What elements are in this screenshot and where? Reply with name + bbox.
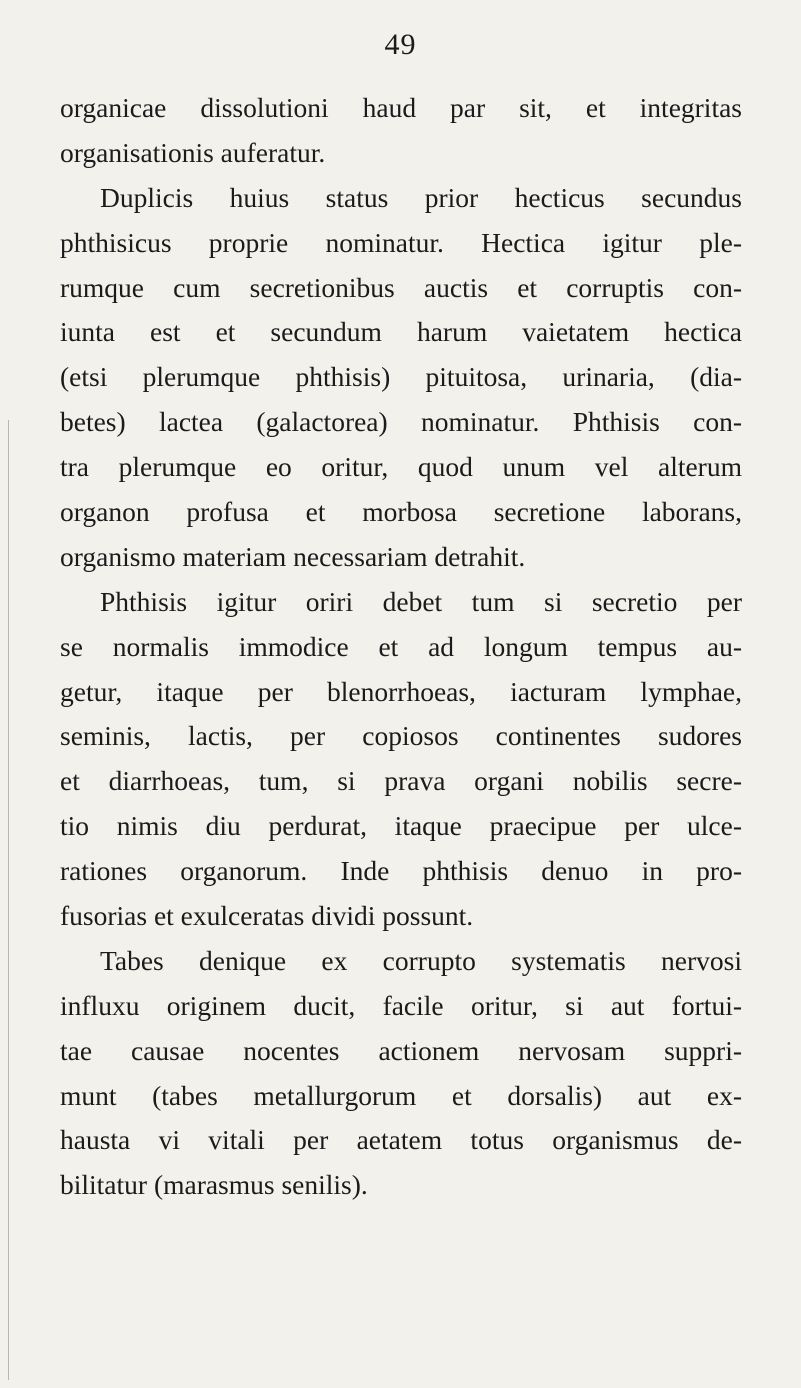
page-edge-line [8, 420, 9, 1380]
text-line: phthisicus proprie nominatur. Hectica igitur ple- [60, 226, 742, 258]
text-line: organicae dissolutioni haud par sit, et integritas [60, 92, 742, 123]
text-line: organon profusa et morbosa secretione laborans, [60, 496, 742, 528]
text-line: tra plerumque eo oritur, quod unum vel alterum [60, 451, 742, 483]
text-line: Duplicis huius status prior hecticus secundus [100, 181, 742, 213]
text-line: tio nimis diu perdurat, itaque praecipue per ulce- [60, 810, 742, 842]
text-line: Phthisis igitur oriri debet tum si secretio per [100, 585, 742, 617]
text-line: fusorias et exulceratas dividi possunt. [60, 900, 474, 932]
text-line: Tabes denique ex corrupto systematis nervosi [100, 944, 742, 976]
text-line: betes) lactea (galactorea) nominatur. Phthisis con- [60, 406, 742, 438]
text-line: tae causae nocentes actionem nervosam suppri- [60, 1034, 742, 1066]
text-line: organisationis auferatur. [60, 136, 326, 168]
text-line: (etsi plerumque phthisis) pituitosa, urinaria, (dia- [60, 361, 742, 393]
text-line: munt (tabes metallurgorum et dorsalis) aut ex- [60, 1079, 742, 1111]
text-line: rationes organorum. Inde phthisis denuo in pro- [60, 855, 742, 887]
text-line: organismo materiam necessariam detrahit. [60, 540, 526, 572]
text-line: et diarrhoeas, tum, si prava organi nobilis secre- [60, 765, 742, 797]
text-line: iunta est et secundum harum vaietatem hectica [60, 316, 742, 348]
text-line: influxu originem ducit, facile oritur, si aut fortui- [60, 989, 742, 1021]
page-number: 49 [384, 28, 417, 61]
text-line: rumque cum secretionibus auctis et corruptis con- [60, 271, 742, 303]
text-line: seminis, lactis, per copiosos continentes sudores [60, 720, 742, 752]
text-line: se normalis immodice et ad longum tempus au- [60, 630, 742, 662]
text-line: bilitatur (marasmus senilis). [60, 1169, 368, 1201]
body-text [60, 86, 742, 1208]
text-line: hausta vi vitali per aetatem totus organismus de- [60, 1124, 742, 1156]
text-line: getur, itaque per blenorrhoeas, iacturam lymphae, [60, 675, 742, 707]
